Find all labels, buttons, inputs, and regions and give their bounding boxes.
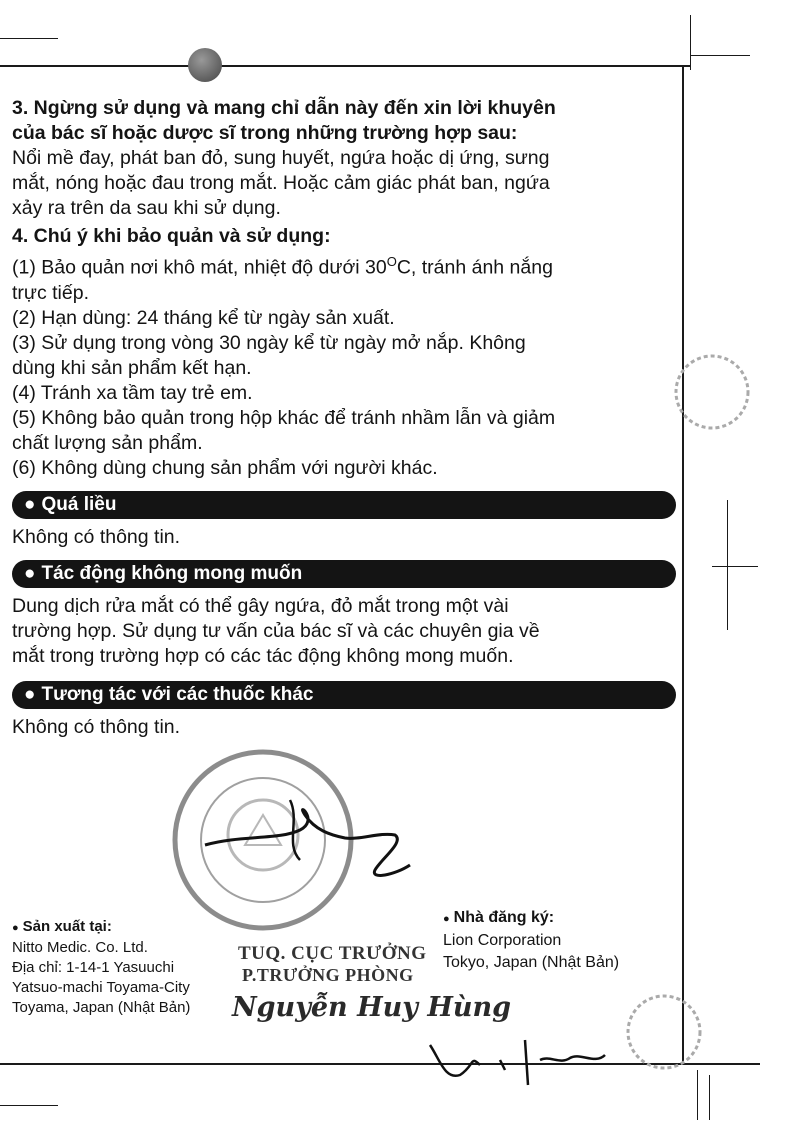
- right-border-line: [682, 65, 684, 1065]
- interactions-body: Không có thông tin.: [12, 715, 181, 738]
- interactions-title: Tương tác với các thuốc khác: [41, 683, 314, 705]
- overdose-title: Quá liều: [41, 493, 117, 515]
- stamp-title-line2: P.TRƯỞNG PHÒNG: [242, 965, 414, 985]
- top-left-dash: [0, 38, 58, 39]
- side-effects-title: Tác động không mong muốn: [41, 562, 303, 584]
- top-border-line: [0, 65, 690, 67]
- registrant-heading: [443, 908, 619, 929]
- section4-item6: (6) Không dùng chung sản phẩm với người khác.: [12, 456, 438, 479]
- document-body: [12, 96, 680, 740]
- bottom-border-line: [0, 1063, 760, 1065]
- section3-heading-line2: của bác sĩ hoặc dược sĩ trong những trường hợp sau:: [12, 122, 518, 144]
- crop-mark-bottom-right-v2: [709, 1075, 710, 1120]
- overdose-section-bar: [12, 491, 676, 519]
- section4-item5-line1: (5) Không bảo quản trong hộp khác để tránh nhầm lẫn và giảm: [12, 406, 556, 429]
- side-effects-body-line3: mắt trong trường hợp có các tác động không mong muốn.: [12, 644, 514, 667]
- crop-mark-right-mid-v: [727, 500, 728, 630]
- section4-item1-text-end: C, tránh ánh nắng: [396, 256, 553, 279]
- section4-item1-line2: trực tiếp.: [12, 281, 89, 304]
- registrant-line2: Tokyo, Japan (Nhật Bản): [443, 954, 620, 971]
- crop-mark-bottom-right-v: [697, 1070, 698, 1120]
- section4-item4: (4) Tránh xa tầm tay trẻ em.: [12, 381, 253, 404]
- section4-item3-line2: dùng khi sản phẩm kết hạn.: [12, 356, 252, 379]
- interactions-section-bar: [12, 681, 676, 709]
- manufacturer-heading-text: Sản xuất tại:: [22, 918, 112, 935]
- bottom-left-dash: [0, 1105, 58, 1106]
- manufacturer-block: [12, 917, 190, 1018]
- bullet-icon: ●: [12, 922, 19, 934]
- signer-name: Nguyễn Huy Hùng: [232, 992, 511, 1023]
- side-effects-body-line2: trường hợp. Sử dụng tư vấn của bác sĩ và các chuyên gia về: [12, 619, 540, 642]
- registrant-block: [443, 908, 619, 973]
- section4-item5-line2: chất lượng sản phẩm.: [12, 431, 203, 454]
- bullet-icon: ●: [24, 562, 36, 584]
- manufacturer-line4: Toyama, Japan (Nhật Bản): [12, 999, 191, 1016]
- crop-mark-top-right-v: [690, 15, 691, 70]
- section4-heading: 4. Chú ý khi bảo quản và sử dụng:: [12, 225, 331, 247]
- crop-mark-right-mid-h: [712, 566, 758, 567]
- manufacturer-line3: Yatsuo-machi Toyama-City: [12, 979, 190, 996]
- registrant-line1: Lion Corporation: [443, 932, 562, 949]
- section3-body-line3: xảy ra trên da sau khi sử dụng.: [12, 197, 281, 219]
- section3-heading-line1: 3. Ngừng sử dụng và mang chỉ dẫn này đến xin lời khuyên: [12, 97, 556, 119]
- side-effects-section-bar: [12, 560, 676, 588]
- section4-item3-line1: (3) Sử dụng trong vòng 30 ngày kể từ ngày mở nắp. Không: [12, 331, 526, 354]
- overdose-body: Không có thông tin.: [12, 525, 181, 548]
- section3-body-line2: mắt, nóng hoặc đau trong mắt. Hoặc cảm giác phát ban, ngứa: [12, 172, 550, 194]
- manufacturer-line2: Địa chỉ: 1-14-1 Yasuuchi: [12, 959, 175, 976]
- manufacturer-heading: [12, 917, 190, 938]
- bullet-icon: ●: [443, 913, 450, 925]
- section4-item1-text: (1) Bảo quản nơi khô mát, nhiệt độ dưới 30: [12, 256, 387, 279]
- registrant-heading-text: Nhà đăng ký:: [453, 909, 555, 926]
- crop-mark-top-right-h: [690, 55, 750, 56]
- section4-item2: (2) Hạn dùng: 24 tháng kể từ ngày sản xuất.: [12, 306, 395, 329]
- section3-body-line1: Nổi mề đay, phát ban đỏ, sung huyết, ngứa hoặc dị ứng, sưng: [12, 147, 550, 169]
- degree-superscript: O: [386, 254, 397, 269]
- bullet-icon: ●: [24, 683, 36, 705]
- manufacturer-line1: Nitto Medic. Co. Ltd.: [12, 939, 148, 956]
- side-effects-body-line1: Dung dịch rửa mắt có thể gây ngứa, đỏ mắt trong một vài: [12, 594, 509, 617]
- stamp-title-line1: TUQ. CỤC TRƯỞNG: [238, 943, 427, 964]
- binder-hole-dot: [188, 48, 222, 82]
- section4-item1: [12, 249, 680, 281]
- bullet-icon: ●: [24, 493, 36, 515]
